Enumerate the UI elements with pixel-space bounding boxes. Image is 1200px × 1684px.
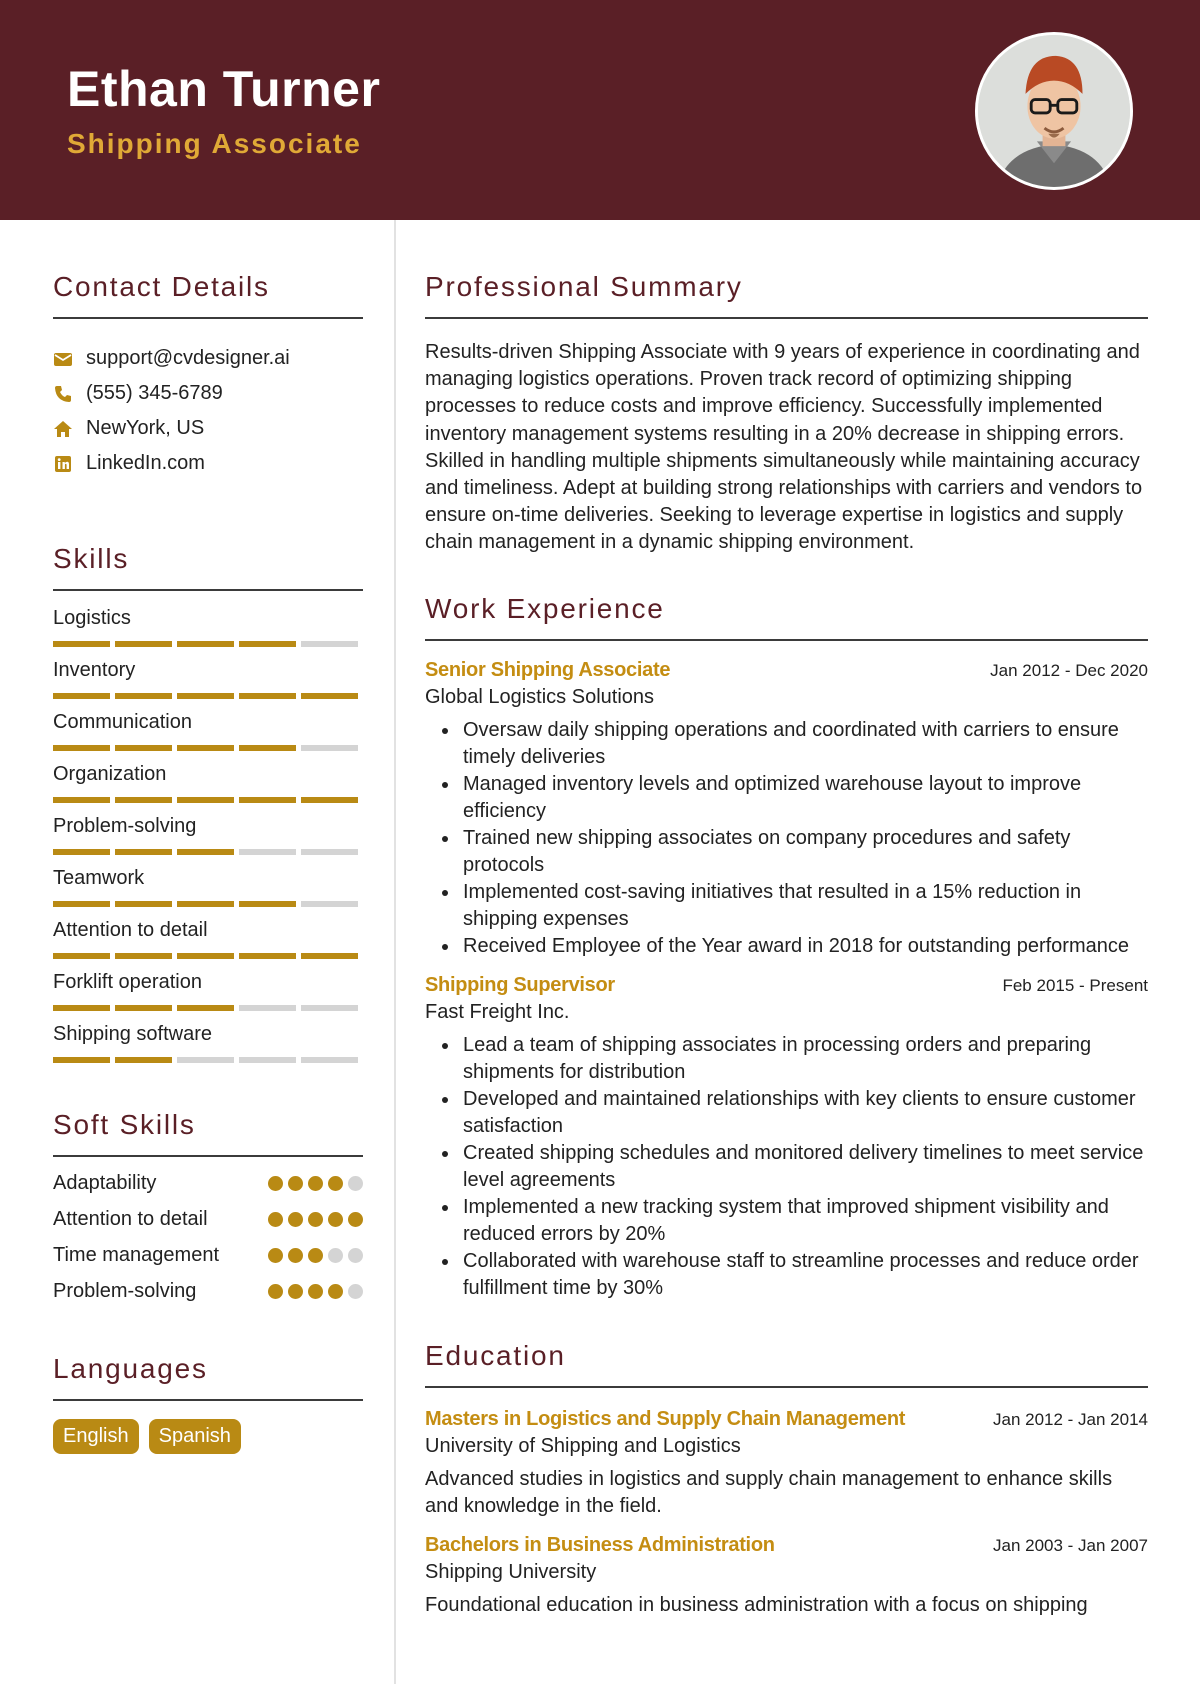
languages-heading: Languages xyxy=(53,1353,208,1384)
rating-dot xyxy=(308,1212,323,1227)
skill-bar-segment xyxy=(239,693,296,699)
skill-bar-segment xyxy=(239,1005,296,1011)
job-bullet: Lead a team of shipping associates in processing orders and preparing shipments for distribution xyxy=(425,1032,1148,1086)
skill-item xyxy=(53,709,363,751)
skill-rating-bar xyxy=(53,1005,363,1011)
education-school: University of Shipping and Logistics xyxy=(425,1434,741,1457)
soft-skill-item xyxy=(53,1169,363,1197)
skill-bar-segment xyxy=(301,641,358,647)
left-column xyxy=(53,220,363,1454)
rating-dot xyxy=(328,1284,343,1299)
skill-bar-segment xyxy=(115,641,172,647)
phone-icon xyxy=(53,384,73,404)
soft-skills-section xyxy=(53,1109,363,1305)
skill-bar-segment xyxy=(177,1005,234,1011)
section-rule xyxy=(425,317,1148,319)
summary-text: Results-driven Shipping Associate with 9 years of experience in coordinating and managing logistics operations. Proven track record of optimizing shipping processes to reduce costs and improve efficiency. Successfully implemented inventory management systems resulting in a 20% decrease in shipping errors. Skilled in handling multiple shipments simultaneously while maintaining accuracy and timeliness. Adept at building strong relationships with carriers and vendors to ensure on-time deliveries. Seeking to leverage expertise in logistics and supply chain management in a dynamic shipping environment. xyxy=(425,341,1143,554)
skill-bar-segment xyxy=(239,953,296,959)
skill-rating-bar xyxy=(53,849,363,855)
skill-bar-segment xyxy=(53,693,110,699)
skill-bar-segment xyxy=(239,797,296,803)
skill-name: Attention to detail xyxy=(53,919,208,941)
section-rule xyxy=(425,1386,1148,1388)
skill-bar-segment xyxy=(115,693,172,699)
skill-bar-segment xyxy=(301,849,358,855)
skill-rating-bar xyxy=(53,693,363,699)
job-role: Senior Shipping Associate xyxy=(425,658,671,681)
soft-skill-rating xyxy=(268,1176,363,1191)
soft-skill-item xyxy=(53,1241,363,1269)
skill-bar-segment xyxy=(115,1057,172,1063)
skill-bar-segment xyxy=(53,745,110,751)
summary-heading: Professional Summary xyxy=(425,271,743,302)
section-rule xyxy=(53,589,363,591)
job-bullets xyxy=(425,1032,1148,1302)
section-rule xyxy=(425,639,1148,641)
job-bullet: Implemented cost-saving initiatives that resulted in a 15% reduction in shipping expenses xyxy=(425,879,1148,933)
job-header xyxy=(425,659,1148,682)
education-entry xyxy=(425,1408,1148,1520)
contact-text: NewYork, US xyxy=(86,417,205,439)
skill-item xyxy=(53,657,363,699)
job-header xyxy=(425,974,1148,997)
skill-item xyxy=(53,917,363,959)
rating-dot xyxy=(328,1248,343,1263)
skill-bar-segment xyxy=(301,797,358,803)
skill-name: Teamwork xyxy=(53,867,145,889)
envelope-icon xyxy=(53,349,73,369)
job-bullet: Developed and maintained relationships with key clients to ensure customer satisfaction xyxy=(425,1086,1148,1140)
job-date: Jan 2012 - Dec 2020 xyxy=(990,660,1148,680)
skill-item xyxy=(53,761,363,803)
language-badge: Spanish xyxy=(149,1419,241,1454)
section-rule xyxy=(53,1155,363,1157)
skill-bar-segment xyxy=(301,693,358,699)
rating-dot xyxy=(348,1284,363,1299)
skill-bar-segment xyxy=(177,797,234,803)
experience-heading: Work Experience xyxy=(425,592,665,624)
education-date: Jan 2012 - Jan 2014 xyxy=(992,1409,1148,1429)
rating-dot xyxy=(328,1212,343,1227)
soft-skill-item xyxy=(53,1205,363,1233)
avatar xyxy=(975,32,1133,190)
contact-heading: Contact Details xyxy=(53,271,270,302)
job-bullet: Oversaw daily shipping operations and coordinated with carriers to ensure timely deliveries xyxy=(425,717,1148,771)
job-role: Shipping Supervisor xyxy=(425,973,615,996)
rating-dot xyxy=(308,1176,323,1191)
education-degree: Masters in Logistics and Supply Chain Management xyxy=(425,1407,906,1430)
skill-name: Logistics xyxy=(53,607,131,629)
soft-skill-name: Problem-solving xyxy=(53,1280,197,1302)
experience-section xyxy=(425,593,1148,1302)
skill-bar-segment xyxy=(115,953,172,959)
skill-bar-segment xyxy=(177,745,234,751)
skill-bar-segment xyxy=(239,641,296,647)
skill-bar-segment xyxy=(177,849,234,855)
skill-bar-segment xyxy=(115,745,172,751)
education-description: Advanced studies in logistics and supply chain management to enhance skills and knowledge in the field. xyxy=(425,1467,1113,1517)
skill-bar-segment xyxy=(115,797,172,803)
skill-bar-segment xyxy=(53,849,110,855)
job-entry xyxy=(425,659,1148,960)
education-date: Jan 2003 - Jan 2007 xyxy=(992,1535,1148,1555)
skill-bar-segment xyxy=(53,1057,110,1063)
skill-rating-bar xyxy=(53,1057,363,1063)
contact-text: LinkedIn.com xyxy=(86,452,205,474)
job-bullet: Implemented a new tracking system that improved shipment visibility and reduced errors by 20% xyxy=(425,1194,1148,1248)
languages-section xyxy=(53,1353,363,1454)
skill-rating-bar xyxy=(53,641,363,647)
avatar-portrait-icon xyxy=(978,35,1130,187)
soft-skill-rating xyxy=(268,1284,363,1299)
skill-name: Organization xyxy=(53,763,167,785)
job-bullets xyxy=(425,717,1148,960)
skill-bar-segment xyxy=(301,901,358,907)
skill-rating-bar xyxy=(53,953,363,959)
skill-item xyxy=(53,813,363,855)
education-header xyxy=(425,1534,1148,1557)
skill-item xyxy=(53,605,363,647)
skill-item xyxy=(53,969,363,1011)
candidate-name: Ethan Turner xyxy=(67,61,381,117)
education-heading: Education xyxy=(425,1339,566,1371)
skill-bar-segment xyxy=(53,953,110,959)
soft-skill-item xyxy=(53,1277,363,1305)
skill-bar-segment xyxy=(177,641,234,647)
skill-bar-segment xyxy=(301,1057,358,1063)
rating-dot xyxy=(348,1176,363,1191)
skill-rating-bar xyxy=(53,745,363,751)
skills-heading: Skills xyxy=(53,543,130,574)
skill-bar-segment xyxy=(53,797,110,803)
rating-dot xyxy=(348,1212,363,1227)
rating-dot xyxy=(268,1176,283,1191)
skill-name: Forklift operation xyxy=(53,971,202,993)
rating-dot xyxy=(288,1248,303,1263)
skill-bar-segment xyxy=(239,901,296,907)
section-rule xyxy=(53,1399,363,1401)
skills-section xyxy=(53,543,363,1063)
skill-name: Communication xyxy=(53,711,192,733)
linkedin-icon xyxy=(53,454,73,474)
soft-skills-heading: Soft Skills xyxy=(53,1109,196,1140)
job-entry xyxy=(425,974,1148,1302)
summary-section xyxy=(425,271,1148,557)
skill-bar-segment xyxy=(177,901,234,907)
skill-item xyxy=(53,865,363,907)
column-divider xyxy=(394,220,396,1684)
skill-bar-segment xyxy=(115,901,172,907)
skill-bar-segment xyxy=(177,693,234,699)
rating-dot xyxy=(308,1284,323,1299)
right-column xyxy=(425,220,1148,1619)
skill-bar-segment xyxy=(53,641,110,647)
contact-email[interactable] xyxy=(53,341,363,376)
contact-section xyxy=(53,271,363,481)
job-company: Fast Freight Inc. xyxy=(425,1000,570,1023)
skill-bar-segment xyxy=(115,849,172,855)
skill-name: Shipping software xyxy=(53,1023,212,1045)
skill-bar-segment xyxy=(53,1005,110,1011)
skill-bar-segment xyxy=(239,1057,296,1063)
skill-name: Problem-solving xyxy=(53,815,197,837)
rating-dot xyxy=(308,1248,323,1263)
education-degree: Bachelors in Business Administration xyxy=(425,1533,775,1556)
skill-bar-segment xyxy=(53,901,110,907)
soft-skill-name: Time management xyxy=(53,1244,219,1266)
skill-bar-segment xyxy=(239,745,296,751)
soft-skill-rating xyxy=(268,1212,363,1227)
rating-dot xyxy=(268,1212,283,1227)
contact-linkedin[interactable] xyxy=(53,446,363,481)
candidate-job-title: Shipping Associate xyxy=(67,128,362,159)
header-banner xyxy=(0,0,1200,220)
job-bullet: Collaborated with warehouse staff to streamline processes and reduce order fulfillment time by 30% xyxy=(425,1248,1148,1302)
skill-bar-segment xyxy=(177,953,234,959)
skill-bar-segment xyxy=(301,1005,358,1011)
contact-text: (555) 345-6789 xyxy=(86,382,223,404)
job-bullet: Managed inventory levels and optimized warehouse layout to improve efficiency xyxy=(425,771,1148,825)
education-section xyxy=(425,1340,1148,1619)
rating-dot xyxy=(288,1176,303,1191)
contact-location xyxy=(53,411,363,446)
soft-skill-name: Attention to detail xyxy=(53,1208,208,1230)
rating-dot xyxy=(268,1284,283,1299)
skill-bar-segment xyxy=(177,1057,234,1063)
skill-rating-bar xyxy=(53,797,363,803)
rating-dot xyxy=(348,1248,363,1263)
rating-dot xyxy=(288,1212,303,1227)
skill-bar-segment xyxy=(301,745,358,751)
skill-item xyxy=(53,1021,363,1063)
job-bullet: Trained new shipping associates on company procedures and safety protocols xyxy=(425,825,1148,879)
education-entry xyxy=(425,1534,1148,1619)
skill-name: Inventory xyxy=(53,659,136,681)
job-bullet: Created shipping schedules and monitored delivery timelines to meet service level agreements xyxy=(425,1140,1148,1194)
job-date: Feb 2015 - Present xyxy=(1002,975,1148,995)
home-icon xyxy=(53,419,73,439)
section-rule xyxy=(53,317,363,319)
soft-skill-name: Adaptability xyxy=(53,1172,157,1194)
skill-rating-bar xyxy=(53,901,363,907)
rating-dot xyxy=(268,1248,283,1263)
rating-dot xyxy=(328,1176,343,1191)
skill-bar-segment xyxy=(301,953,358,959)
job-bullet: Received Employee of the Year award in 2018 for outstanding performance xyxy=(425,933,1148,960)
education-school: Shipping University xyxy=(425,1560,597,1583)
skill-bar-segment xyxy=(115,1005,172,1011)
education-description: Foundational education in business administration with a focus on shipping xyxy=(425,1593,1088,1616)
language-badge: English xyxy=(53,1419,139,1454)
soft-skill-rating xyxy=(268,1248,363,1263)
job-company: Global Logistics Solutions xyxy=(425,685,655,708)
skill-bar-segment xyxy=(239,849,296,855)
contact-phone[interactable] xyxy=(53,376,363,411)
rating-dot xyxy=(288,1284,303,1299)
education-header xyxy=(425,1408,1148,1431)
contact-text: support@cvdesigner.ai xyxy=(86,347,290,369)
